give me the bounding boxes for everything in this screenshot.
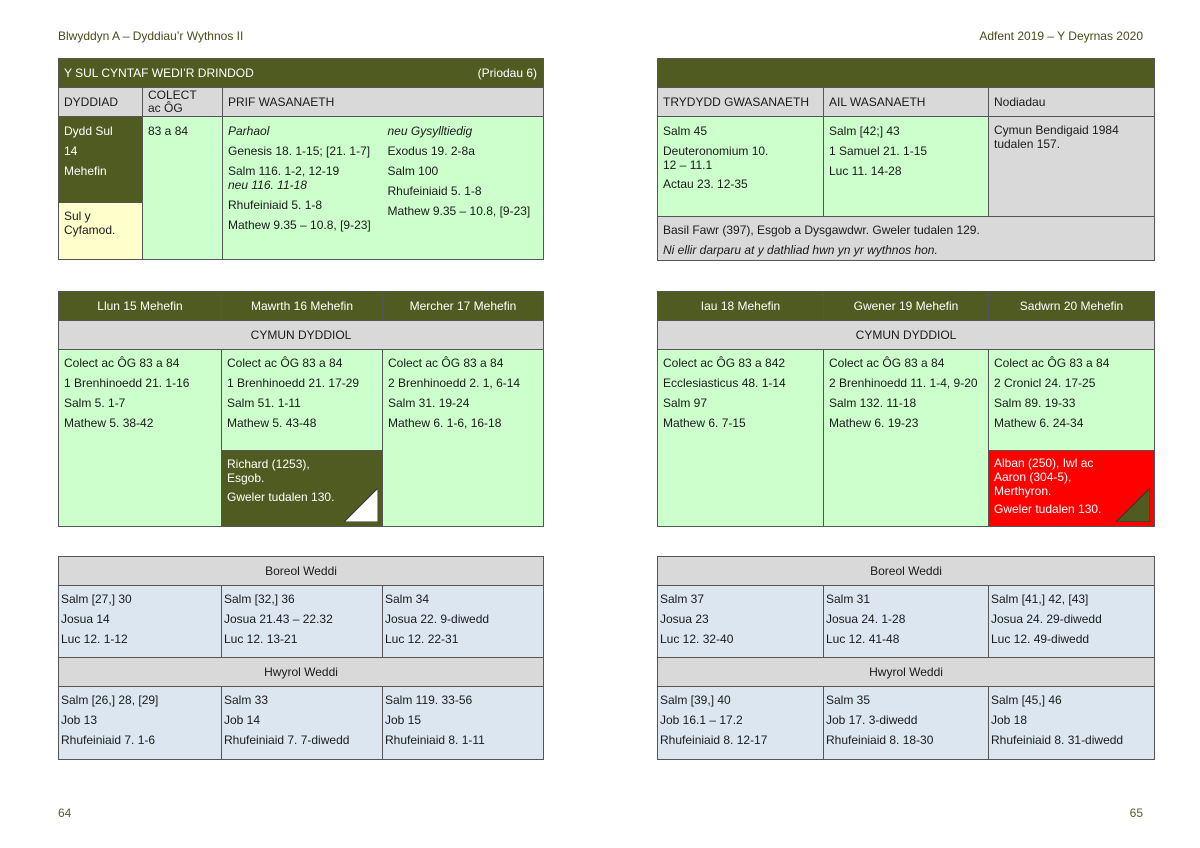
morning-readings-cell: Salm 34 Josua 22. 9-diwedd Luc 12. 22-31 (383, 586, 544, 658)
office-left-table (58, 556, 544, 760)
sunday-title: Y SUL CYNTAF WEDI’R DRINDOD (64, 66, 254, 80)
date-line: Mehefin (64, 164, 107, 178)
day-header: Sadwrn 20 Mehefin (989, 292, 1155, 321)
sunday-date-cell (59, 117, 143, 203)
sunday-services-bar (658, 59, 1155, 88)
day-header: Llun 15 Mehefin (59, 292, 222, 321)
ail-cell: Salm [42;] 43 1 Samuel 21. 1-15 Luc 11. 14-28 (824, 117, 989, 217)
sunday-note: (Priodau 6) (477, 66, 538, 80)
morning-readings-cell: Salm [27,] 30 Josua 14 Luc 12. 1-12 (59, 586, 222, 658)
date-line: 14 (64, 144, 78, 158)
prif-parhaol-cell: Parhaol Genesis 18. 1-15; [21. 1-7] Salm 116. 1-2, 12-19 neu 116. 11-18 Rhufeiniaid 5. 1-8 Mathew 9.35 – 10.8, [9-23] (223, 117, 383, 260)
col-header-dyddiad: DYDDIAD (59, 88, 143, 117)
running-header-left: Blwyddyn A – Dyddiau’r Wythnos II (58, 29, 244, 43)
evening-readings-cell: Salm [45,] 46 Job 18 Rhufeiniaid 8. 31-diwedd (989, 687, 1155, 760)
day-header: Mawrth 16 Mehefin (222, 292, 383, 321)
basil-note-cell: Basil Fawr (397), Esgob a Dysgawdwr. Gweler tudalen 129. Ni ellir darparu at y dathliad hwn yn yr wythnos hon. (658, 217, 1155, 261)
morning-readings-cell: Salm [32,] 36 Josua 21.43 – 22.32 Luc 12. 13-21 (222, 586, 383, 658)
evening-readings-cell: Salm [39,] 40 Job 16.1 – 17.2 Rhufeiniaid 8. 12-17 (658, 687, 824, 760)
col-header-trydydd: TRYDYDD GWASANAETH (658, 88, 824, 117)
date-line: Dydd Sul (64, 124, 113, 138)
evening-readings-cell: Salm 119. 33-56 Job 15 Rhufeiniaid 8. 1-11 (383, 687, 544, 760)
weekdays-left-table (58, 291, 544, 527)
commemoration-triangle-icon (1116, 488, 1150, 522)
evening-readings-cell: Salm 33 Job 14 Rhufeiniaid 7. 7-diwedd (222, 687, 383, 760)
boreol-weddi-header: Boreol Weddi (658, 557, 1155, 586)
daily-readings-cell: Colect ac ÔG 83 a 84 2 Cronicl 24. 17-25 Salm 89. 19-33 Mathew 6. 24-34 (989, 350, 1155, 451)
evening-readings-cell: Salm [26,] 28, [29] Job 13 Rhufeiniaid 7. 1-6 (59, 687, 222, 760)
prif-cysylltiedig-cell: neu Gysylltiedig Exodus 19. 2-8a Salm 100 Rhufeiniaid 5. 1-8 Mathew 9.35 – 10.8, [9-23] (383, 117, 544, 260)
weekdays-right-table (657, 291, 1155, 527)
cymun-dyddiol-header: CYMUN DYDDIOL (59, 321, 544, 350)
boreol-weddi-header: Boreol Weddi (59, 557, 544, 586)
office-right-table (657, 556, 1155, 760)
col-header-colect: COLECT ac ÔG (143, 88, 223, 117)
nodiadau-cell: Cymun Bendigaid 1984 tudalen 157. (989, 117, 1155, 217)
col-header-nodiadau: Nodiadau (989, 88, 1155, 117)
day-header: Gwener 19 Mehefin (824, 292, 989, 321)
daily-readings-cell: Colect ac ÔG 83 a 84 2 Brenhinoedd 11. 1-4, 9-20 Salm 132. 11-18 Mathew 6. 19-23 (824, 350, 989, 527)
commemoration-triangle-icon (344, 488, 378, 522)
day-header: Mercher 17 Mehefin (383, 292, 544, 321)
sunday-services-table (657, 58, 1155, 261)
sunday-title-bar (59, 59, 544, 88)
commemoration-cell: Richard (1253), Esgob. Gweler tudalen 130. (222, 451, 383, 527)
hwyrol-weddi-header: Hwyrol Weddi (59, 658, 544, 687)
sul-cyfamod-cell: Sul y Cyfamod. (59, 203, 143, 260)
morning-readings-cell: Salm 37 Josua 23 Luc 12. 32-40 (658, 586, 824, 658)
trydydd-cell: Salm 45 Deuteronomium 10. 12 – 11.1 Actau 23. 12-35 (658, 117, 824, 217)
daily-readings-cell: Colect ac ÔG 83 a 84 1 Brenhinoedd 21. 1-16 Salm 5. 1-7 Mathew 5. 38-42 (59, 350, 222, 527)
running-header-right: Adfent 2019 – Y Deyrnas 2020 (979, 29, 1143, 43)
sunday-main-table (58, 58, 544, 260)
morning-readings-cell: Salm 31 Josua 24. 1-28 Luc 12. 41-48 (824, 586, 989, 658)
daily-readings-cell: Colect ac ÔG 83 a 84 1 Brenhinoedd 21. 17-29 Salm 51. 1-11 Mathew 5. 43-48 (222, 350, 383, 451)
morning-readings-cell: Salm [41,] 42, [43] Josua 24. 29-diwedd Luc 12. 49-diwedd (989, 586, 1155, 658)
hwyrol-weddi-header: Hwyrol Weddi (658, 658, 1155, 687)
cymun-dyddiol-header: CYMUN DYDDIOL (658, 321, 1155, 350)
evening-readings-cell: Salm 35 Job 17. 3-diwedd Rhufeiniaid 8. 18-30 (824, 687, 989, 760)
sunday-colect-cell: 83 a 84 (143, 117, 223, 260)
commemoration-cell: Alban (250), Iwl ac Aaron (304-5), Merthyron. Gweler tudalen 130. (989, 451, 1155, 527)
daily-readings-cell: Colect ac ÔG 83 a 84 2 Brenhinoedd 2. 1, 6-14 Salm 31. 19-24 Mathew 6. 1-6, 16-18 (383, 350, 544, 527)
page-number-right: 65 (1129, 806, 1143, 820)
page-number-left: 64 (58, 806, 72, 820)
col-header-prif: PRIF WASANAETH (223, 88, 544, 117)
col-header-ail: AIL WASANAETH (824, 88, 989, 117)
daily-readings-cell: Colect ac ÔG 83 a 842 Ecclesiasticus 48. 1-14 Salm 97 Mathew 6. 7-15 (658, 350, 824, 527)
day-header: Iau 18 Mehefin (658, 292, 824, 321)
